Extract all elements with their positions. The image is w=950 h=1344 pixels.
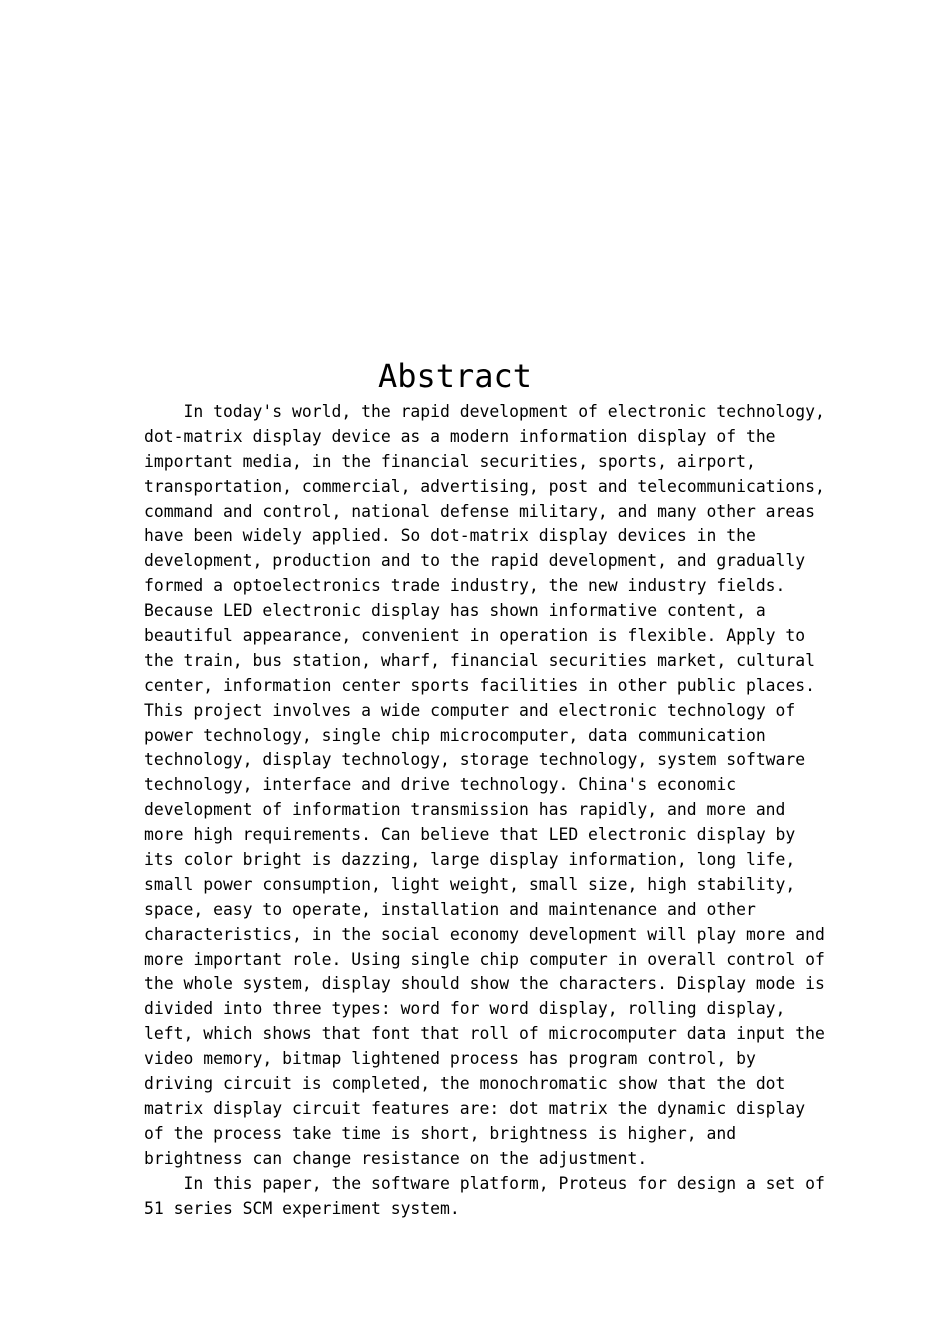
text-line: left, which shows that font that roll of microcomputer data input the bbox=[144, 1024, 825, 1044]
text-line: driving circuit is completed, the monochromatic show that the dot bbox=[144, 1074, 786, 1094]
text-line: space, easy to operate, installation and maintenance and other bbox=[144, 899, 756, 919]
text-line: brightness can change resistance on the adjustment. bbox=[144, 1148, 648, 1168]
text-line: center, information center sports facilities in other public places. bbox=[144, 675, 816, 695]
text-line: the train, bus station, wharf, financial securities market, cultural bbox=[144, 650, 816, 670]
text-line: technology, interface and drive technology. China's economic bbox=[144, 775, 737, 795]
text-line: development of information transmission has rapidly, and more and bbox=[144, 800, 786, 820]
text-line: of the process take time is short, brightness is higher, and bbox=[144, 1123, 737, 1143]
text-line: characteristics, in the social economy development will play more and bbox=[144, 924, 825, 944]
abstract-body bbox=[144, 400, 824, 1221]
abstract-paragraph bbox=[144, 400, 824, 1172]
text-line: In today's world, the rapid development of electronic technology, bbox=[144, 402, 825, 421]
text-line: In this paper, the software platform, Proteus for design a set of bbox=[144, 1173, 825, 1193]
text-line: technology, display technology, storage technology, system software bbox=[144, 750, 806, 770]
text-line: Because LED electronic display has shown informative content, a bbox=[144, 601, 766, 621]
text-line: important media, in the financial securities, sports, airport, bbox=[144, 451, 756, 471]
text-line: dot-matrix display device as a modern information display of the bbox=[144, 426, 776, 446]
text-line: command and control, national defense military, and many other areas bbox=[144, 501, 816, 521]
text-line: divided into three types: word for word display, rolling display, bbox=[144, 999, 786, 1019]
abstract-title: Abstract bbox=[377, 357, 533, 395]
text-line: This project involves a wide computer and electronic technology of bbox=[144, 700, 796, 720]
text-line: matrix display circuit features are: dot matrix the dynamic display bbox=[144, 1098, 806, 1118]
text-line: small power consumption, light weight, small size, high stability, bbox=[144, 874, 796, 894]
text-line: development, production and to the rapid development, and gradually bbox=[144, 551, 806, 571]
abstract-paragraph bbox=[144, 1172, 824, 1222]
text-line: 51 series SCM experiment system. bbox=[144, 1198, 460, 1218]
text-line: the whole system, display should show the characters. Display mode is bbox=[144, 974, 825, 994]
text-line: formed a optoelectronics trade industry, the new industry fields. bbox=[144, 576, 786, 596]
text-line: transportation, commercial, advertising, post and telecommunications, bbox=[144, 476, 825, 496]
text-line: its color bright is dazzing, large display information, long life, bbox=[144, 850, 796, 870]
text-line: have been widely applied. So dot-matrix display devices in the bbox=[144, 526, 756, 546]
text-line: more important role. Using single chip computer in overall control of bbox=[144, 949, 825, 969]
text-line: video memory, bitmap lightened process has program control, by bbox=[144, 1049, 756, 1069]
text-line: beautiful appearance, convenient in operation is flexible. Apply to bbox=[144, 626, 806, 646]
text-line: power technology, single chip microcomputer, data communication bbox=[144, 725, 766, 745]
text-line: more high requirements. Can believe that LED electronic display by bbox=[144, 825, 796, 845]
